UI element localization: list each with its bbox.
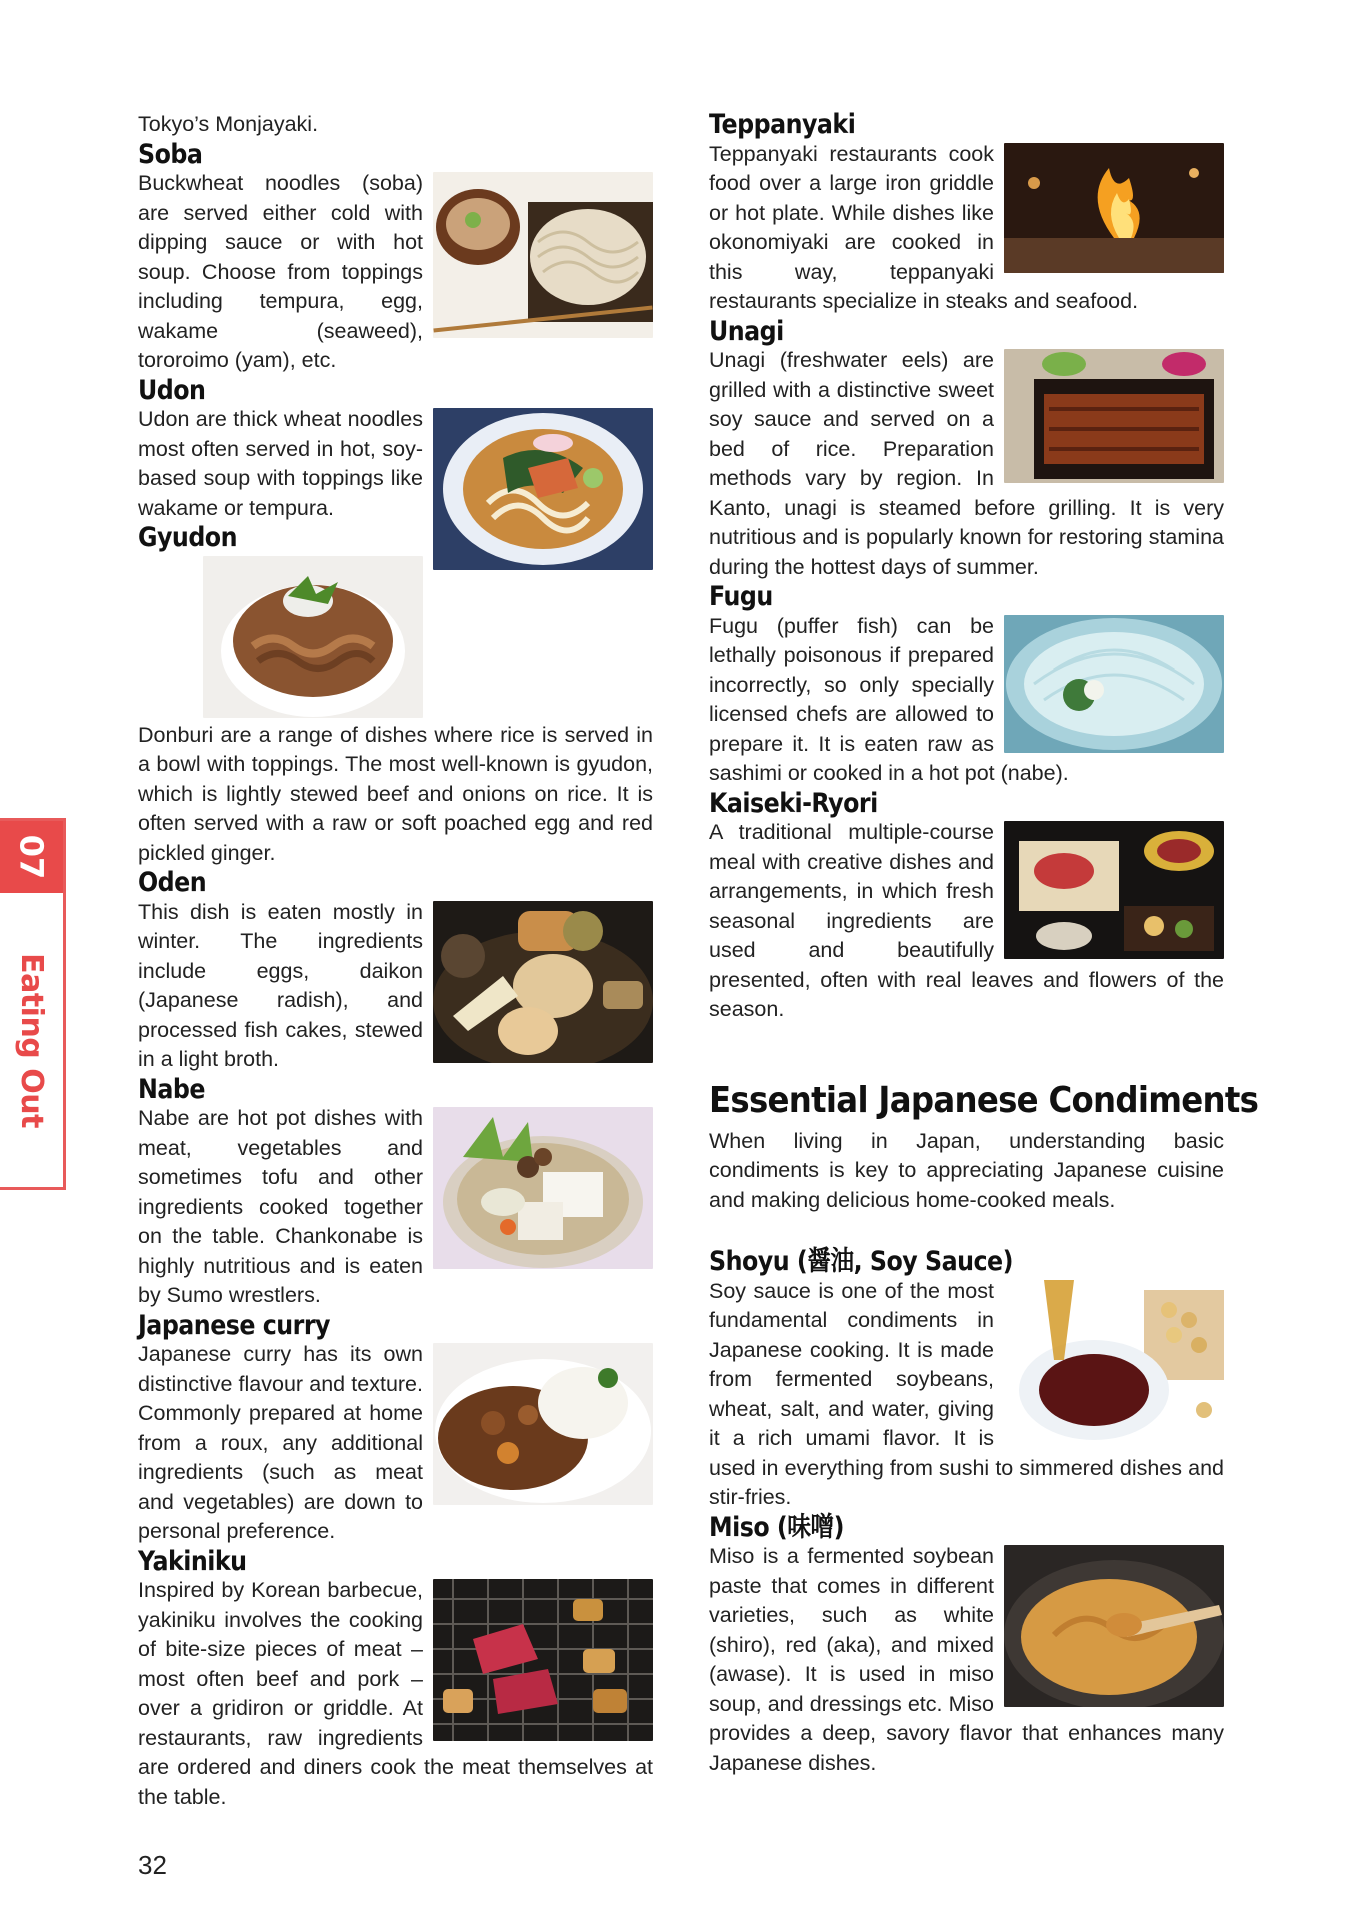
section-body-miso: Miso is a fermented soybean paste that comes in different varieties, such as white (shiro), red (aka), and mixed (awase). It is used in miso soup, and dressings etc. Miso provides a deep, savory flavor that enhances many Japanese dishes. bbox=[709, 1544, 1224, 1775]
section-title-unagi: Unagi bbox=[709, 315, 784, 347]
section-title-teppanyaki: Teppanyaki bbox=[709, 109, 856, 140]
right-column bbox=[709, 109, 1259, 1778]
miso-photo bbox=[1004, 1545, 1224, 1707]
section-title-curry: Japanese curry bbox=[138, 1309, 331, 1341]
section-body-curry: Japanese curry has its own distinctive flavour and texture. Commonly prepared at home from a roux, any additional ingredients (such as meat and vegetables) are down to personal preference. bbox=[138, 1342, 423, 1543]
section-body-unagi: Unagi (freshwater eels) are grilled with a distinctive sweet soy sauce and served on a bed of rice. Preparation methods vary by region. In Kanto, unagi is steamed before grilling. It is very nutritious and is popularly known for restoring stamina during the hottest days of summer. bbox=[709, 348, 1224, 579]
gyudon-photo bbox=[203, 556, 423, 718]
section-body-soba: Buckwheat noodles (soba) are served either cold with dipping sauce or with hot soup. Choose from toppings including tempura, egg, wakame (seaweed), tororoimo (yam), etc. bbox=[138, 171, 423, 372]
left-column bbox=[138, 110, 653, 1812]
section-title-gyudon: Gyudon bbox=[138, 522, 237, 553]
section-title-miso: Miso (味噌) bbox=[709, 1511, 845, 1543]
shoyu-photo bbox=[1004, 1280, 1224, 1442]
soba-photo bbox=[433, 172, 653, 338]
condiments-intro: When living in Japan, understanding basic condiments is key to appreciating Japanese cuisine and making delicious home-cooked meals. bbox=[709, 1128, 1224, 1212]
section-title-soba: Soba bbox=[138, 138, 203, 170]
section-title-shoyu: Shoyu (醤油, Soy Sauce) bbox=[709, 1246, 1013, 1277]
section-body-kaiseki: A traditional multiple-course meal with creative dishes and arrangements, in which fresh seasonal ingredients are used and beautifully presented, often with real leaves and flowers of the season. bbox=[709, 820, 1224, 1021]
section-title-oden: Oden bbox=[138, 867, 207, 898]
section-body-udon: Udon are thick wheat noodles most often served in hot, soy-based soup with toppings like wakame or tempura. bbox=[138, 407, 423, 520]
teppanyaki-photo bbox=[1004, 143, 1224, 273]
nabe-photo bbox=[433, 1107, 653, 1269]
section-body-nabe: Nabe are hot pot dishes with meat, vegetables and sometimes tofu and other ingredients cooked together on the table. Chankonabe is highly nutritious and is eaten by Sumo wrestlers. bbox=[138, 1106, 423, 1307]
kaiseki-photo bbox=[1004, 821, 1224, 959]
lead-text: Tokyo’s Monjayaki. bbox=[138, 112, 319, 136]
section-body-gyudon: Donburi are a range of dishes where rice is served in a bowl with toppings. The most well-known is gyudon, which is lightly stewed beef and onions on rice. It is often served with a raw or soft poached egg and red pickled ginger. bbox=[138, 722, 653, 865]
chapter-number: 07 bbox=[12, 834, 51, 880]
chapter-label-box bbox=[0, 895, 63, 1185]
fugu-photo bbox=[1004, 615, 1224, 753]
section-title-fugu: Fugu bbox=[709, 581, 773, 612]
section-title-nabe: Nabe bbox=[138, 1073, 205, 1105]
section-body-teppanyaki: Teppanyaki restaurants cook food over a large iron griddle or hot plate. While dishes like okonomiyaki are cooked in this way, teppanyaki restaurants specialize in steaks and seafood. bbox=[709, 141, 1139, 313]
yakiniku-photo bbox=[433, 1579, 653, 1741]
oden-photo bbox=[433, 901, 653, 1063]
unagi-photo bbox=[1004, 349, 1224, 483]
chapter-title: Eating Out bbox=[14, 952, 49, 1128]
chapter-number-badge bbox=[0, 821, 63, 893]
chapter-tab bbox=[0, 818, 66, 1190]
condiments-heading: Essential Japanese Condiments bbox=[709, 1079, 1259, 1121]
section-body-shoyu: Soy sauce is one of the most fundamental condiments in Japanese cooking. It is made from fermented soybeans, wheat, salt, and water, giving it a rich umami flavor. It is used in everything from sushi to simmered dishes and stir-fries. bbox=[709, 1278, 1224, 1509]
section-body-fugu: Fugu (puffer fish) can be lethally poisonous if prepared incorrectly, so only specially licensed chefs are allowed to prepare it. It is eaten raw as sashimi or cooked in a hot pot (nabe). bbox=[709, 613, 1069, 785]
section-body-yakiniku: Inspired by Korean barbecue, yakiniku involves the cooking of bite-size pieces of meat – most often beef and pork – over a gridiron or griddle. At restaurants, raw ingredients are ordered and diners cook the meat themselves at the table. bbox=[138, 1578, 653, 1809]
section-title-kaiseki: Kaiseki-Ryori bbox=[709, 787, 878, 819]
section-title-udon: Udon bbox=[138, 374, 206, 406]
section-title-yakiniku: Yakiniku bbox=[138, 1545, 247, 1577]
curry-photo bbox=[433, 1343, 653, 1505]
page-number: 32 bbox=[138, 1850, 167, 1880]
section-body-oden: This dish is eaten mostly in winter. The ingredients include eggs, daikon (Japanese radish), and processed fish cakes, stewed in a light broth. bbox=[138, 899, 423, 1071]
